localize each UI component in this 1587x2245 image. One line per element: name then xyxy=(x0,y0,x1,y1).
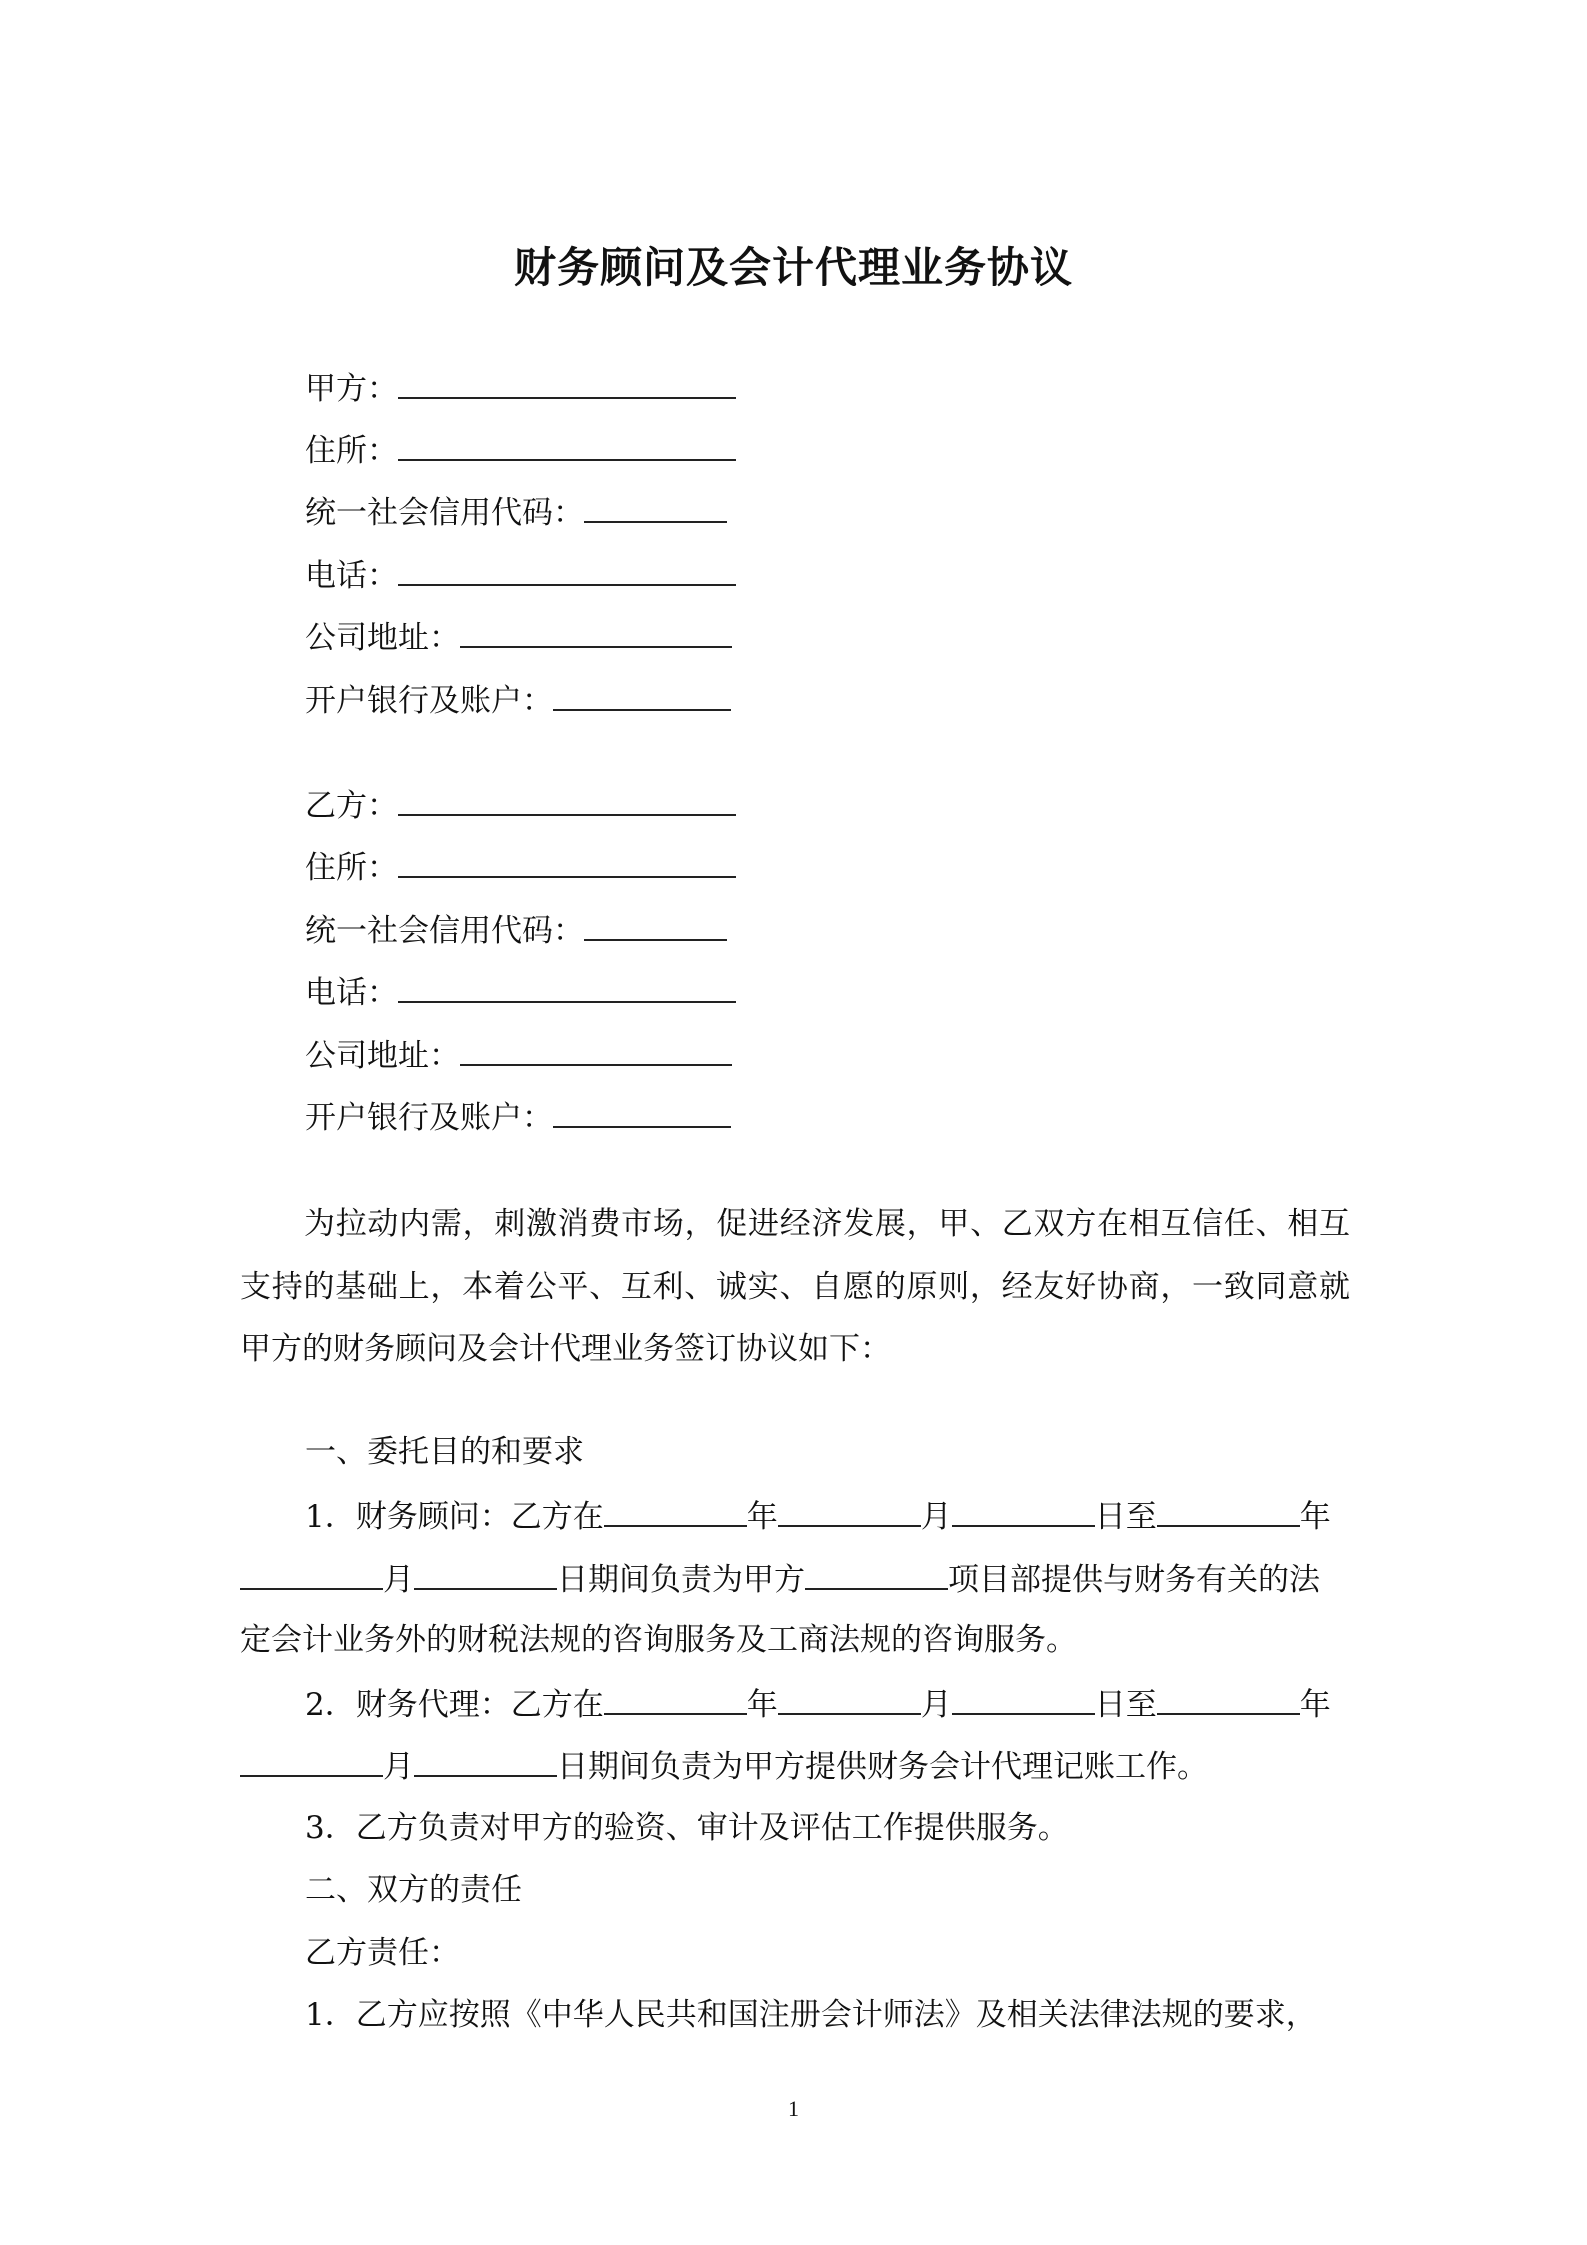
item2-rest-text: 日期间负责为甲方提供财务会计代理记账工作。 xyxy=(557,1749,1208,1785)
section2-heading: 二、双方的责任 xyxy=(305,1872,522,1908)
party-b-company-address-label: 公司地址： xyxy=(305,1038,460,1074)
document-title: 财务顾问及会计代理业务协议 xyxy=(513,243,1073,292)
item3-text: 3．乙方负责对甲方的验资、审计及评估工作提供服务。 xyxy=(305,1810,1069,1846)
item2-prefix: 2．财务代理：乙方在 xyxy=(305,1687,604,1723)
item1-end-month-blank[interactable] xyxy=(240,1554,383,1590)
item1-year-label: 年 xyxy=(746,1499,778,1535)
party-a-credit-code-blank[interactable] xyxy=(584,487,727,523)
party-a-bank-blank[interactable] xyxy=(553,675,731,711)
party-b-phone-label: 电话： xyxy=(305,975,398,1011)
item1-start-day-blank[interactable] xyxy=(952,1491,1095,1527)
item2-end-day-blank[interactable] xyxy=(414,1741,557,1777)
party-a-bank-label: 开户银行及账户： xyxy=(305,683,553,719)
page-number: 1 xyxy=(788,2096,799,2121)
party-a-phone-field xyxy=(305,550,736,598)
item2-line1 xyxy=(305,1679,1331,1729)
party-b-credit-code-label: 统一社会信用代码： xyxy=(305,913,584,949)
party-b-name-label: 乙方： xyxy=(305,788,398,824)
party-b-credit-code-blank[interactable] xyxy=(584,905,727,941)
party-b-bank-field xyxy=(305,1092,731,1140)
item1-line3: 定会计业务外的财税法规的咨询服务及工商法规的咨询服务。 xyxy=(240,1622,1077,1658)
item2-year2-label: 年 xyxy=(1299,1687,1331,1723)
item1-prefix: 1．财务顾问：乙方在 xyxy=(305,1499,604,1535)
item2-month2-label: 月 xyxy=(383,1749,414,1785)
party-b-credit-code-field xyxy=(305,905,727,953)
item2-start-month-blank[interactable] xyxy=(778,1679,921,1715)
intro-paragraph: 为拉动内需，刺激消费市场，促进经济发展，甲、乙双方在相互信任、相互支持的基础上，本着公平、互利、诚实、自愿的原则，经友好协商，一致同意就甲方的财务顾问及会计代理业务签订协议如下： xyxy=(240,1206,1350,1367)
item1-end-year-blank[interactable] xyxy=(1157,1491,1300,1527)
party-a-credit-code-field xyxy=(305,487,727,535)
item2-end-month-blank[interactable] xyxy=(240,1741,383,1777)
item1-period-label: 日期间负责为甲方 xyxy=(557,1562,805,1598)
item2-day-to-label: 日至 xyxy=(1094,1687,1157,1723)
party-a-company-address-field xyxy=(305,612,732,660)
item1-year2-label: 年 xyxy=(1299,1499,1331,1535)
item2-month-label: 月 xyxy=(920,1687,952,1723)
party-b-address-field xyxy=(305,842,736,890)
item2-start-year-blank[interactable] xyxy=(604,1679,747,1715)
item1-start-year-blank[interactable] xyxy=(604,1491,747,1527)
item1-end-day-blank[interactable] xyxy=(414,1554,557,1590)
item1-line1 xyxy=(305,1491,1331,1541)
section1-heading: 一、委托目的和要求 xyxy=(305,1434,584,1470)
item2-start-day-blank[interactable] xyxy=(952,1679,1095,1715)
item1-month2-label: 月 xyxy=(383,1562,414,1598)
party-b-duty-heading: 乙方责任： xyxy=(305,1935,460,1971)
item1-line2 xyxy=(240,1554,1320,1604)
item1-rest-text: 项目部提供与财务有关的法 xyxy=(948,1562,1320,1598)
item2-year-label: 年 xyxy=(746,1687,778,1723)
party-b-address-blank[interactable] xyxy=(398,842,736,878)
item1-start-month-blank[interactable] xyxy=(778,1491,921,1527)
party-b-company-address-blank[interactable] xyxy=(460,1030,732,1066)
party-a-bank-field xyxy=(305,675,731,723)
party-a-name-field xyxy=(305,363,736,411)
party-a-credit-code-label: 统一社会信用代码： xyxy=(305,495,584,531)
party-b-bank-label: 开户银行及账户： xyxy=(305,1100,553,1136)
party-a-address-blank[interactable] xyxy=(398,425,736,461)
item2-line2 xyxy=(240,1741,1208,1791)
party-b-phone-field xyxy=(305,967,736,1015)
item1-month-label: 月 xyxy=(920,1499,952,1535)
party-b-company-address-field xyxy=(305,1030,732,1078)
party-b-bank-blank[interactable] xyxy=(553,1092,731,1128)
party-a-phone-label: 电话： xyxy=(305,558,398,594)
party-b-name-blank[interactable] xyxy=(398,780,736,816)
party-a-address-field xyxy=(305,425,736,473)
party-a-address-label: 住所： xyxy=(305,433,398,469)
party-a-name-label: 甲方： xyxy=(305,371,398,407)
party-a-phone-blank[interactable] xyxy=(398,550,736,586)
item1-project-blank[interactable] xyxy=(805,1554,948,1590)
party-b-name-field xyxy=(305,780,736,828)
item1-day-to-label: 日至 xyxy=(1094,1499,1157,1535)
item2-end-year-blank[interactable] xyxy=(1157,1679,1300,1715)
party-a-company-address-label: 公司地址： xyxy=(305,620,460,656)
party-b-address-label: 住所： xyxy=(305,850,398,886)
party-b-phone-blank[interactable] xyxy=(398,967,736,1003)
duty1-text: 1．乙方应按照《中华人民共和国注册会计师法》及相关法律法规的要求， xyxy=(305,1997,1317,2033)
party-a-company-address-blank[interactable] xyxy=(460,612,732,648)
party-a-name-blank[interactable] xyxy=(398,363,736,399)
